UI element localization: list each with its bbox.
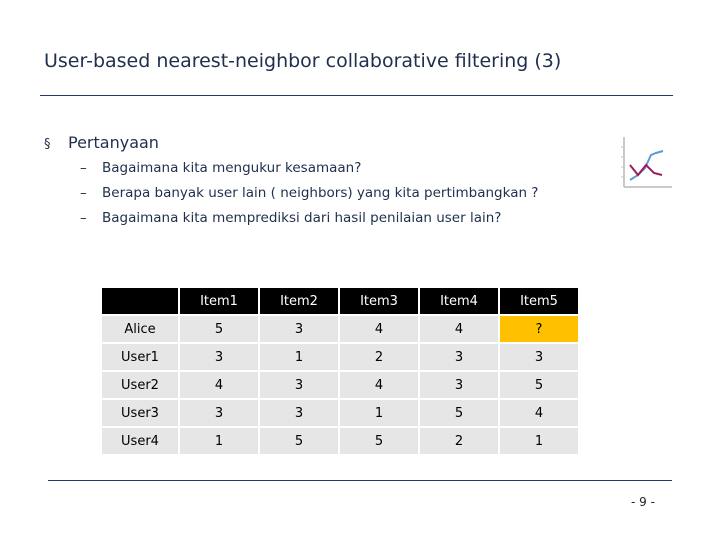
table-row <box>102 316 578 342</box>
table-cell: 3 <box>180 400 258 426</box>
table-cell: 5 <box>260 428 338 454</box>
table-row <box>102 372 578 398</box>
header-cell: Item3 <box>340 288 418 314</box>
table-cell: 1 <box>180 428 258 454</box>
table-cell: 1 <box>260 344 338 370</box>
sub-item-dash: – <box>80 160 87 176</box>
table-cell: 3 <box>180 344 258 370</box>
table-cell: 3 <box>260 316 338 342</box>
page-number: - 9 - <box>631 495 655 509</box>
header-cell <box>102 288 178 314</box>
table-cell: 4 <box>340 372 418 398</box>
row-label: User2 <box>102 372 178 398</box>
table-cell: 2 <box>340 344 418 370</box>
table-cell: 4 <box>340 316 418 342</box>
sub-item-dash: – <box>80 185 87 201</box>
table-cell: 4 <box>180 372 258 398</box>
sub-item <box>80 160 361 176</box>
header-cell: Item2 <box>260 288 338 314</box>
table-cell: 4 <box>500 400 578 426</box>
sub-item-text: Berapa banyak user lain ( neighbors) yang kita pertimbangkan ? <box>102 185 539 201</box>
table-cell: 3 <box>420 372 498 398</box>
table-row <box>102 428 578 454</box>
title-divider <box>40 95 673 96</box>
line-chart-icon <box>618 135 674 191</box>
row-label: User3 <box>102 400 178 426</box>
table-cell: 5 <box>180 316 258 342</box>
slide-title: User-based nearest-neighbor collaborative filtering (3) <box>44 50 562 72</box>
sub-item-text: Bagaimana kita mengukur kesamaan? <box>102 160 362 176</box>
table-cell: 5 <box>500 372 578 398</box>
table-cell: 3 <box>500 344 578 370</box>
header-cell: Item1 <box>180 288 258 314</box>
bullet-item <box>44 133 159 152</box>
sub-item <box>80 185 538 201</box>
row-label: Alice <box>102 316 178 342</box>
table-cell: 3 <box>260 372 338 398</box>
table-cell: 1 <box>500 428 578 454</box>
ratings-table <box>100 286 580 456</box>
row-label: User1 <box>102 344 178 370</box>
table-cell: 1 <box>340 400 418 426</box>
table-header-row <box>102 288 578 314</box>
table-row <box>102 400 578 426</box>
footer-divider <box>48 480 672 481</box>
table-cell: 3 <box>420 344 498 370</box>
row-label: User4 <box>102 428 178 454</box>
unknown-rating-cell: ? <box>500 316 578 342</box>
sub-item-dash: – <box>80 210 87 226</box>
table-cell: 5 <box>420 400 498 426</box>
sub-item-text: Bagaimana kita memprediksi dari hasil penilaian user lain? <box>102 210 502 226</box>
table-cell: 3 <box>260 400 338 426</box>
bullet-text: Pertanyaan <box>68 133 159 152</box>
bullet-marker: § <box>44 137 51 152</box>
table-cell: 2 <box>420 428 498 454</box>
header-cell: Item5 <box>500 288 578 314</box>
table-row <box>102 344 578 370</box>
table-cell: 4 <box>420 316 498 342</box>
sub-item <box>80 210 501 226</box>
table-cell: 5 <box>340 428 418 454</box>
header-cell: Item4 <box>420 288 498 314</box>
